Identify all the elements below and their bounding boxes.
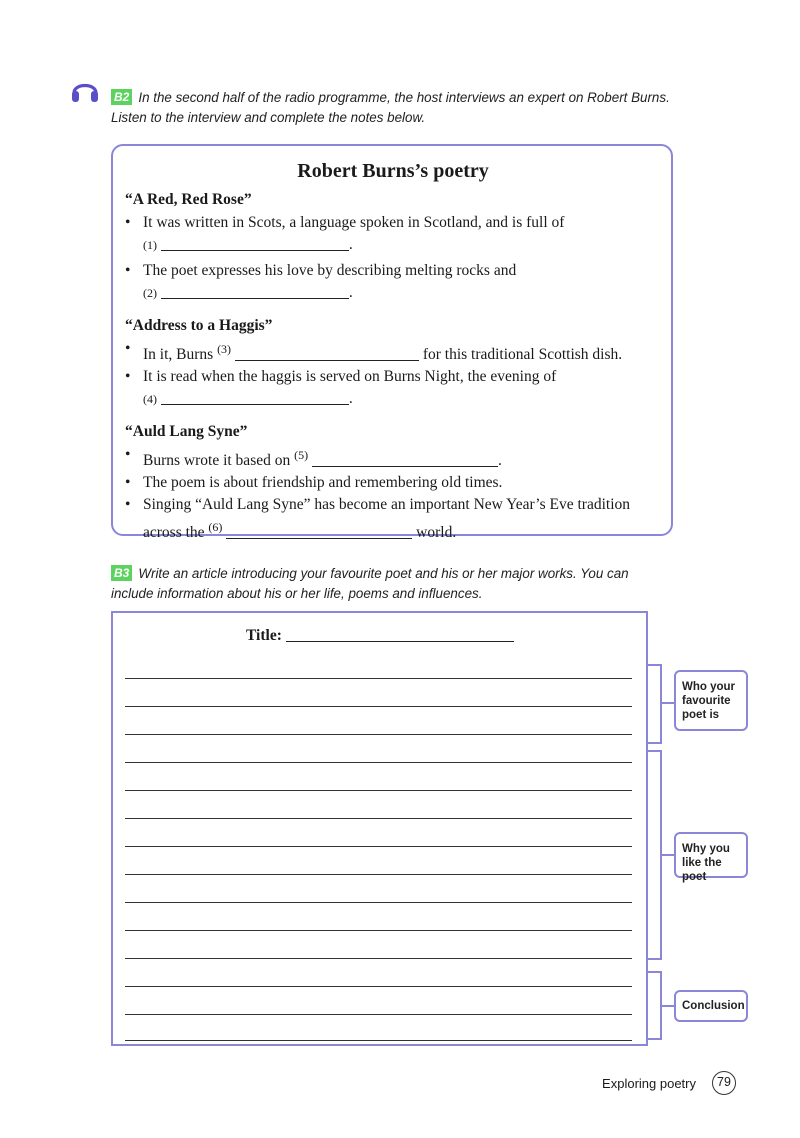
writing-line[interactable] (125, 930, 632, 931)
bullet-item: • The poet expresses his love by describing melting rocks and (2) . (125, 260, 661, 304)
writing-line[interactable] (125, 1040, 632, 1041)
b3-instruction (111, 564, 671, 604)
answer-blank-3[interactable] (235, 346, 419, 361)
label-who-your-favourite-poet: Who your favourite poet is (674, 670, 748, 731)
footer-section-title: Exploring poetry (602, 1076, 696, 1091)
page-number: 79 (712, 1071, 736, 1095)
writing-line[interactable] (125, 734, 632, 735)
notes-title: Robert Burns’s poetry (297, 160, 489, 182)
answer-blank-6[interactable] (226, 524, 412, 539)
bullet-item: • Burns wrote it based on $^{(5)}$ . (125, 444, 661, 472)
poem-heading-haggis: “Address to a Haggis” (125, 317, 273, 334)
writing-line[interactable] (125, 678, 632, 679)
title-input-line[interactable] (286, 627, 514, 642)
writing-line[interactable] (125, 818, 632, 819)
bracket-stem (660, 854, 674, 856)
writing-line[interactable] (125, 846, 632, 847)
poem-heading-red-rose: “A Red, Red Rose” (125, 191, 252, 208)
label-why-you-like-the-poet: Why you like the poet (674, 832, 748, 878)
bullet-item: • It was written in Scots, a language spoken in Scotland, and is full of (1) . (125, 212, 661, 256)
b3-instruction-text: Write an article introducing your favourite poet and his or her major works. You can include information about his or her life, poems and influences. (111, 566, 629, 601)
writing-line[interactable] (125, 874, 632, 875)
answer-blank-4[interactable] (161, 390, 349, 405)
b2-tag: B2 (111, 89, 132, 105)
bullet-item: • Singing “Auld Lang Syne” has become an important New Year’s Eve tradition across the $^{(6)}$ world. (125, 494, 661, 544)
answer-blank-5[interactable] (312, 452, 498, 467)
writing-line[interactable] (125, 1014, 632, 1015)
bracket-stem (660, 702, 674, 704)
label-conclusion: Conclusion (674, 990, 748, 1022)
bullet-item: • It is read when the haggis is served on Burns Night, the evening of (4) . (125, 366, 661, 410)
answer-blank-1[interactable] (161, 236, 349, 251)
answer-blank-2[interactable] (161, 284, 349, 299)
writing-box (111, 611, 648, 1046)
b2-instruction-text: In the second half of the radio programme, the host interviews an expert on Robert Burns. Listen to the interview and complete the notes below. (111, 90, 670, 125)
bullet-item: • In it, Burns $^{(3)}$ for this traditional Scottish dish. (125, 338, 661, 366)
bullet-item: • The poem is about friendship and remembering old times. (125, 472, 661, 494)
writing-line[interactable] (125, 958, 632, 959)
writing-line[interactable] (125, 790, 632, 791)
writing-line[interactable] (125, 706, 632, 707)
title-label: Title: (246, 627, 282, 644)
article-title-line (246, 627, 514, 645)
headphones-icon (70, 76, 100, 104)
writing-line[interactable] (125, 762, 632, 763)
b2-instruction (111, 88, 671, 128)
notes-box (111, 144, 673, 541)
poem-heading-auld-lang-syne: “Auld Lang Syne” (125, 423, 248, 440)
b3-tag: B3 (111, 565, 132, 581)
bracket-stem (660, 1005, 674, 1007)
writing-line[interactable] (125, 986, 632, 987)
writing-line[interactable] (125, 902, 632, 903)
bracket-who (648, 664, 662, 744)
